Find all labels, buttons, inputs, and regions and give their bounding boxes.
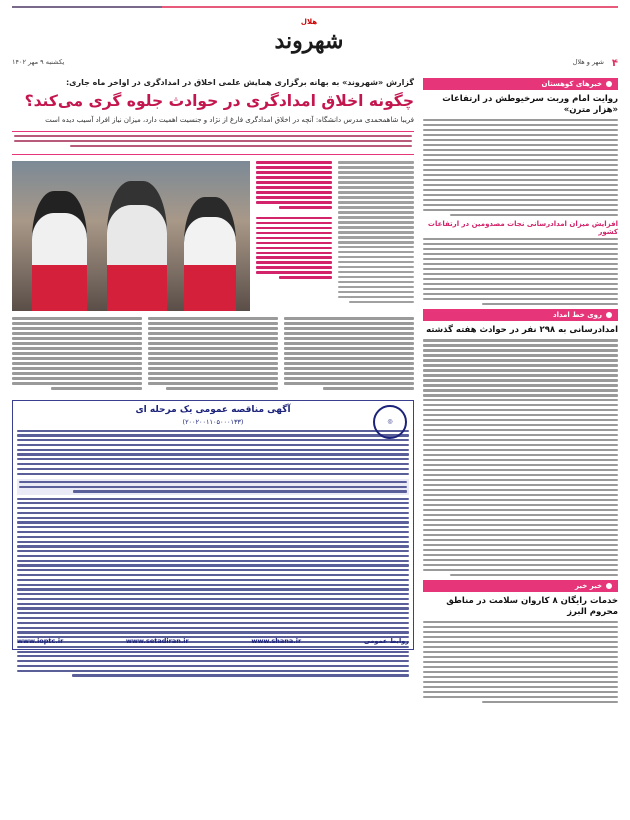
section-bar-relief: روی خط امداد	[423, 309, 618, 321]
bullet-icon	[606, 312, 612, 318]
news-headline: امدادرسانی به ۲۹۸ نفر در حوادث هفته گذشته	[426, 325, 618, 336]
logo-mark: شهروند	[274, 28, 344, 54]
ad-link-setadiran[interactable]: www.setadiran.ir	[125, 636, 189, 645]
article-lead: فریبا شاهمحمدی مدرس دانشگاه: آنچه در اخلاق امدادگری فارغ از نژاد و جنسیت اهمیت دارد، میزان نیاز افراد آسیب دیده است	[45, 116, 414, 124]
ad-code: (۲۰۰۲۰۰۱۱۰۵۰۰۰۱۳۳)	[182, 417, 244, 426]
article-kicker: گزارش «شهروند» به بهانه برگزاری همایش علمی اخلاق در امدادگری در اواخر ماه جاری:	[65, 78, 414, 87]
news-subheading: افزایش میزان امدادرسانی نجات مصدومین در ارتفاعات کشور	[427, 220, 618, 237]
issue-info: یکشنبه ۹ مهر ۱۴۰۲	[12, 58, 65, 66]
tender-advertisement	[12, 400, 414, 650]
company-logo-icon: ◎	[373, 405, 407, 439]
ad-link-shana[interactable]: www.shana.ir	[251, 636, 302, 645]
section-bar-mountain: خبرهای کوهستان	[423, 78, 618, 90]
ad-footer	[17, 637, 409, 645]
photo-row	[12, 161, 414, 311]
pull-quote-column	[256, 161, 332, 311]
rescuers-photo	[12, 161, 250, 311]
logo-sub: هلال	[300, 18, 318, 26]
news-headline: روایت امام وربت سرخیوطش در ارتفاعات «هزار مترن»	[442, 94, 618, 115]
lead-paragraph	[12, 131, 414, 155]
section-bar-news: خبر خبر	[423, 580, 618, 592]
main-article	[12, 78, 414, 808]
ad-link-ioptc[interactable]: www.ioptc.ir	[17, 636, 64, 645]
page-header	[12, 12, 618, 70]
article-column-1	[338, 161, 414, 311]
bullet-icon	[606, 81, 612, 87]
bullet-icon	[606, 583, 612, 589]
article-body	[12, 317, 414, 393]
news-headline: خدمات رایگان ۸ کاروان سلامت در مناطق محروم البرز	[446, 595, 618, 617]
article-headline: چگونه اخلاق امدادگری در حوادث جلوه گری می‌کند؟	[24, 92, 414, 110]
ad-title: آگهی مناقصه عمومی یک مرحله ای	[135, 404, 291, 415]
section-name: شهر و هلال	[572, 58, 604, 66]
right-news-column	[423, 78, 618, 808]
newspaper-logo	[274, 18, 344, 62]
top-rule-accent	[12, 6, 162, 8]
page-number: ۴	[611, 58, 618, 69]
ad-publisher: روابط عمومی	[363, 636, 409, 645]
